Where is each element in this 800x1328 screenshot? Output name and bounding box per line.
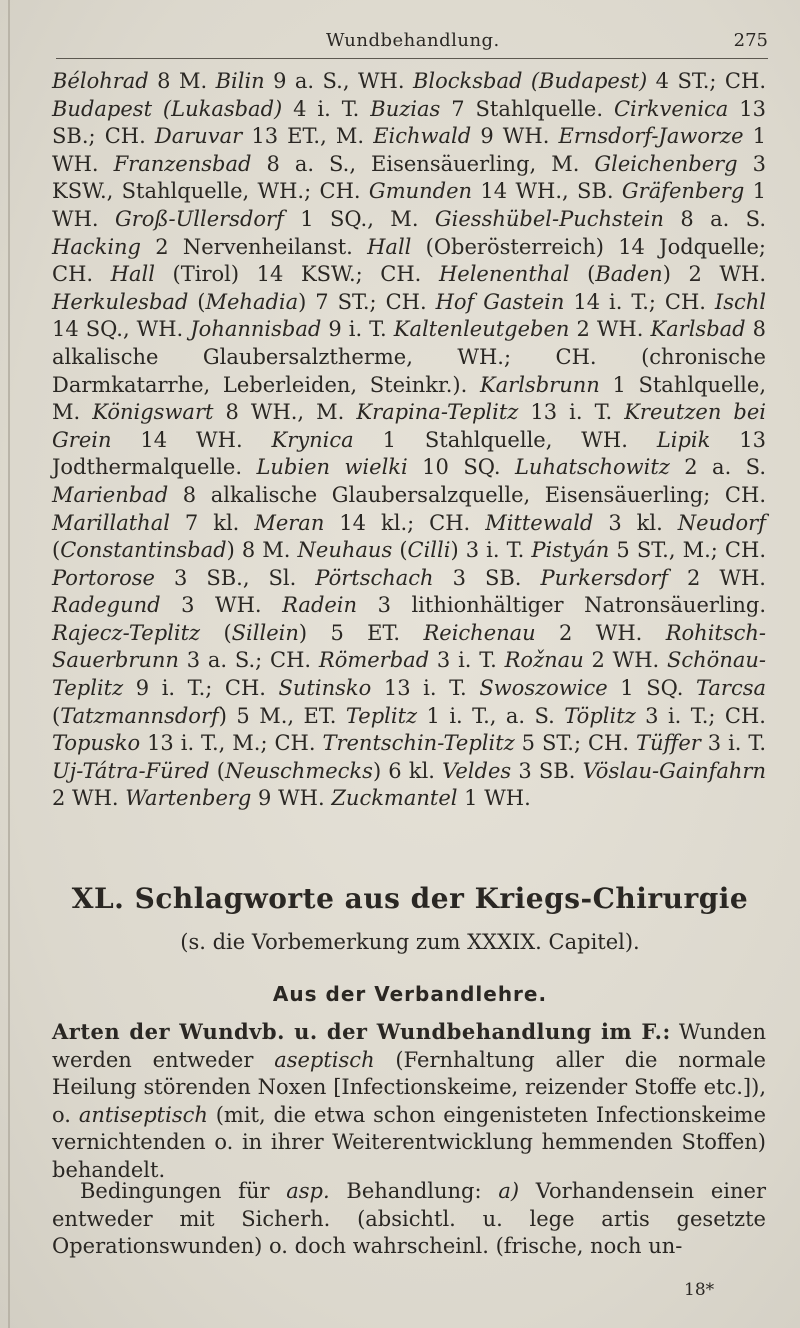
spa-name: Tüffer xyxy=(635,731,701,756)
section-heading: Aus der Verbandlehre. xyxy=(272,982,548,1006)
spa-description: ) 3 i. T. xyxy=(450,538,532,563)
spa-description: 3 i. T. xyxy=(429,648,505,673)
spa-description: 8 a. S. xyxy=(663,206,766,231)
spa-name: Ernsdorf-Jaworze xyxy=(558,124,744,149)
paragraph-lead: Arten der Wundvb. u. der Wundbehandlung im F.: xyxy=(52,1019,671,1044)
spa-name: Groß-Ullersdorf xyxy=(114,206,284,231)
spa-description: 2 WH. xyxy=(52,786,126,811)
spa-name: Eichwald xyxy=(373,124,472,149)
spa-description: 10 SQ. xyxy=(407,455,515,480)
spa-name: Vöslau-Gainfahrn xyxy=(582,758,766,783)
spa-name: Pörtschach xyxy=(315,565,434,590)
spa-description: 1 Stahlquelle, M. xyxy=(52,372,767,425)
text-span: (Fernhaltung aller die normale Heilung störenden Noxen [Infectionskeime, reizender Stoffe etc.]), o. xyxy=(52,1047,766,1127)
spa-description: 3 i. T. xyxy=(700,731,766,756)
spa-name: Gräfenberg xyxy=(621,179,745,204)
page-edge xyxy=(8,0,10,1328)
spa-description: 3 SB. xyxy=(511,758,583,783)
text-span: Behandlung: xyxy=(329,1179,499,1203)
spa-description: 13 ET., M. xyxy=(242,124,374,149)
spa-description: 3 lithionhältiger Natronsäuerling. xyxy=(357,593,766,618)
text-span: Bedingungen für xyxy=(80,1179,287,1203)
spa-name: Marienbad xyxy=(52,482,169,507)
spa-description: 13 i. T. xyxy=(518,400,625,425)
spa-description: 9 i. T.; CH. xyxy=(123,676,279,701)
spa-name: Pistyán xyxy=(531,538,610,563)
spa-name: Johannisbad xyxy=(190,317,322,342)
emphasis: a) xyxy=(498,1179,520,1203)
text-span: Wunden werden entweder xyxy=(52,1020,766,1072)
spa-name: Trentschin-Teplitz xyxy=(322,731,515,756)
spa-name: Lubien wielki xyxy=(256,455,408,480)
spa-description: 8 a. S., Eisensäuerling, M. xyxy=(251,151,595,176)
spa-name: Kreutzen bei Grein xyxy=(52,400,766,452)
spa-description: 14 SQ., WH. xyxy=(52,317,191,342)
spa-name: Radegund xyxy=(52,593,161,618)
spa-name: Topusko xyxy=(52,731,141,756)
spa-description: ) 5 ET. xyxy=(298,620,424,645)
spa-name: Zuckmantel xyxy=(331,786,458,811)
spa-name: Kaltenleutgeben xyxy=(393,317,570,342)
spa-name: Krynica xyxy=(271,427,354,452)
spa-name: Herkulesbad xyxy=(52,289,189,314)
spa-description: 3 SB., Sl. xyxy=(154,565,316,590)
running-head: Wundbehandlung. xyxy=(326,30,500,51)
spa-name: Schönau-Teplitz xyxy=(52,648,766,701)
spa-name: Baden xyxy=(595,262,663,287)
paragraph-wound-types xyxy=(52,1018,766,1185)
spa-name: Hacking xyxy=(52,234,142,259)
emphasis: antiseptisch xyxy=(78,1102,208,1127)
spa-description: 7 Stahlquelle. xyxy=(440,96,614,121)
spa-description: ( xyxy=(188,289,206,314)
spa-name: Hall xyxy=(110,262,155,287)
spa-name: Purkersdorf xyxy=(540,565,669,590)
spa-name: Swoszowice xyxy=(479,676,608,701)
spa-name: Teplitz xyxy=(345,703,418,728)
spa-name: Luhatschowitz xyxy=(514,455,670,480)
spa-description: 1 SQ., M. xyxy=(283,206,435,231)
spa-description: 2 WH. xyxy=(668,565,766,590)
spa-name: Bilin xyxy=(215,69,265,93)
spa-description: 1 i. T., a. S. xyxy=(417,703,565,728)
chapter-title: XL. Schlagworte aus der Kriegs-Chirurgie xyxy=(71,882,749,915)
spa-description: (Tirol) 14 KSW.; CH. xyxy=(154,262,439,287)
spa-description: ( xyxy=(392,538,408,563)
spa-description: 9 i. T. xyxy=(321,317,394,342)
spa-name: Hof Gastein xyxy=(435,289,565,314)
text-span: (mit, die etwa schon eingenisteten Infectionskeime vernichtenden o. in ihrer Weiterentwicklung hemmenden Stoffen) behandelt. xyxy=(52,1102,767,1182)
spa-description: 9 WH. xyxy=(251,786,332,811)
spa-name: Buzias xyxy=(370,96,441,121)
spa-description: ) 7 ST.; CH. xyxy=(298,289,436,314)
spa-description: 14 WH., SB. xyxy=(472,179,622,204)
spa-description: ) 2 WH. xyxy=(662,262,767,287)
spa-name: Sillein xyxy=(231,620,299,645)
spa-description: 5 ST.; CH. xyxy=(514,731,636,756)
spa-name: Gmunden xyxy=(368,179,473,204)
spa-description: 4 ST.; CH. xyxy=(647,69,766,93)
emphasis: aseptisch xyxy=(274,1047,375,1072)
spa-description: 13 Jodthermalquelle. xyxy=(52,427,767,480)
spa-name: Marillathal xyxy=(52,510,170,535)
spa-name: Blocksbad (Budapest) xyxy=(412,69,648,93)
spa-description: ) 5 M., ET. xyxy=(218,703,346,728)
spa-name: Gleichenberg xyxy=(594,151,738,176)
spa-description: 2 WH. xyxy=(535,620,666,645)
spa-name: Constantinsbad xyxy=(60,538,227,563)
spa-name: Hall xyxy=(367,234,412,259)
spa-name: Neuhaus xyxy=(297,538,393,563)
spa-description: 8 WH., M. xyxy=(213,400,357,425)
spa-description: ( xyxy=(209,758,225,783)
spa-name: Tatzmannsdorf xyxy=(60,703,219,728)
spa-description: 13 i. T. xyxy=(371,676,480,701)
spa-name: Reichenau xyxy=(423,620,536,645)
spa-name: Karlsbad xyxy=(650,317,746,342)
spa-name: Königswart xyxy=(92,400,214,425)
paragraph-conditions xyxy=(52,1178,766,1261)
spa-description: 3 WH. xyxy=(160,593,283,618)
spa-name: Sutinsko xyxy=(278,676,372,701)
spa-name: Daruvar xyxy=(154,124,243,149)
spa-list-paragraph xyxy=(52,68,766,813)
spa-name: Meran xyxy=(254,510,325,535)
spa-name: Uj-Tátra-Füred xyxy=(52,758,210,783)
spa-description: 2 a. S. xyxy=(669,455,766,480)
spa-description: 3 kl. xyxy=(593,510,678,535)
spa-name: Radein xyxy=(282,593,358,618)
page-header xyxy=(56,28,768,59)
spa-name: Neudorf xyxy=(677,510,766,535)
spa-name: Lipik xyxy=(656,427,711,452)
spa-name: Rohitsch-Sauerbrunn xyxy=(52,620,767,673)
spa-description: 2 WH. xyxy=(583,648,667,673)
spa-description: 1 SQ. xyxy=(607,676,697,701)
spa-description: 1 WH. xyxy=(457,786,531,811)
spa-name: Cilli xyxy=(407,538,451,563)
spa-name: Rajecz-Teplitz xyxy=(52,620,201,645)
spa-description: 14 kl.; CH. xyxy=(324,510,486,535)
spa-description: 2 Nervenheilanst. xyxy=(141,234,368,259)
spa-name: Budapest (Lukasbad) xyxy=(52,96,283,121)
spa-name: Neuschmecks xyxy=(224,758,373,783)
spa-name: Mittewald xyxy=(485,510,594,535)
spa-name: Krapina-Teplitz xyxy=(356,400,519,425)
spa-description: 9 a. S., WH. xyxy=(264,69,413,93)
spa-description: 7 kl. xyxy=(169,510,255,535)
spa-description: 3 SB. xyxy=(433,565,541,590)
spa-description: 5 ST., M.; CH. xyxy=(609,538,766,563)
spa-description: 13 SB.; CH. xyxy=(52,96,766,149)
spa-description: 1 WH. xyxy=(52,179,766,231)
spa-name: Karlsbrunn xyxy=(479,372,600,397)
spa-description: ) 8 M. xyxy=(226,538,298,563)
spa-description: 3 KSW., Stahlquelle, WH.; CH. xyxy=(52,151,766,204)
spa-description: 8 M. xyxy=(148,69,216,93)
spa-name: Giesshübel-Puchstein xyxy=(434,206,664,231)
spa-description: 14 WH. xyxy=(111,427,272,452)
spa-description: ) 6 kl. xyxy=(372,758,443,783)
spa-description: 14 i. T.; CH. xyxy=(564,289,715,314)
spa-description: 8 alkalische Glaubersalztherme, WH.; CH. (chronische Darmkatarrhe, Leberleiden, Steinkr.). xyxy=(52,317,766,397)
spa-name: Portorose xyxy=(52,565,155,590)
spa-description: 8 alkalische Glaubersalzquelle, Eisensäuerling; CH. xyxy=(168,482,766,507)
spa-name: Bélohrad xyxy=(52,69,149,93)
page-number: 275 xyxy=(733,30,768,51)
spa-name: Römerbad xyxy=(318,648,430,673)
spa-description: ( xyxy=(200,620,232,645)
spa-name: Helenenthal xyxy=(438,262,570,287)
spa-name: Franzensbad xyxy=(113,151,252,176)
spa-description: 1 Stahlquelle, WH. xyxy=(353,427,657,452)
spa-description: (Oberösterreich) 14 Jodquelle; CH. xyxy=(52,234,766,287)
spa-description: 3 i. T.; CH. xyxy=(635,703,766,728)
spa-name: Töplitz xyxy=(564,703,636,728)
spa-name: Mehadia xyxy=(205,289,299,314)
spa-description: ( xyxy=(52,538,61,563)
spa-name: Rožnau xyxy=(504,648,584,673)
spa-description: 13 i. T., M.; CH. xyxy=(140,731,323,756)
spa-name: Tarcsa xyxy=(696,676,767,701)
spa-description: 2 WH. xyxy=(569,317,651,342)
spa-name: Cirkvenica xyxy=(613,96,729,121)
emphasis: asp. xyxy=(286,1179,330,1203)
spa-description: ( xyxy=(52,703,61,728)
text-span: Vorhandensein einer entweder mit Sicherh. (absichtl. u. lege artis gesetzte Operationswunden) o. doch wahrscheinl. (frische, noch un- xyxy=(52,1179,766,1259)
spa-description: 3 a. S.; CH. xyxy=(178,648,319,673)
spa-name: Ischl xyxy=(714,289,766,314)
signature-mark: 18* xyxy=(684,1280,715,1300)
spa-description: 9 WH. xyxy=(471,124,559,149)
spa-description: 1 WH. xyxy=(52,124,766,176)
spa-description: 4 i. T. xyxy=(282,96,371,121)
spa-name: Wartenberg xyxy=(125,786,252,811)
chapter-subtitle: (s. die Vorbemerkung zum XXXIX. Capitel). xyxy=(180,930,640,954)
spa-description: ( xyxy=(569,262,596,287)
spa-name: Veldes xyxy=(442,758,512,783)
